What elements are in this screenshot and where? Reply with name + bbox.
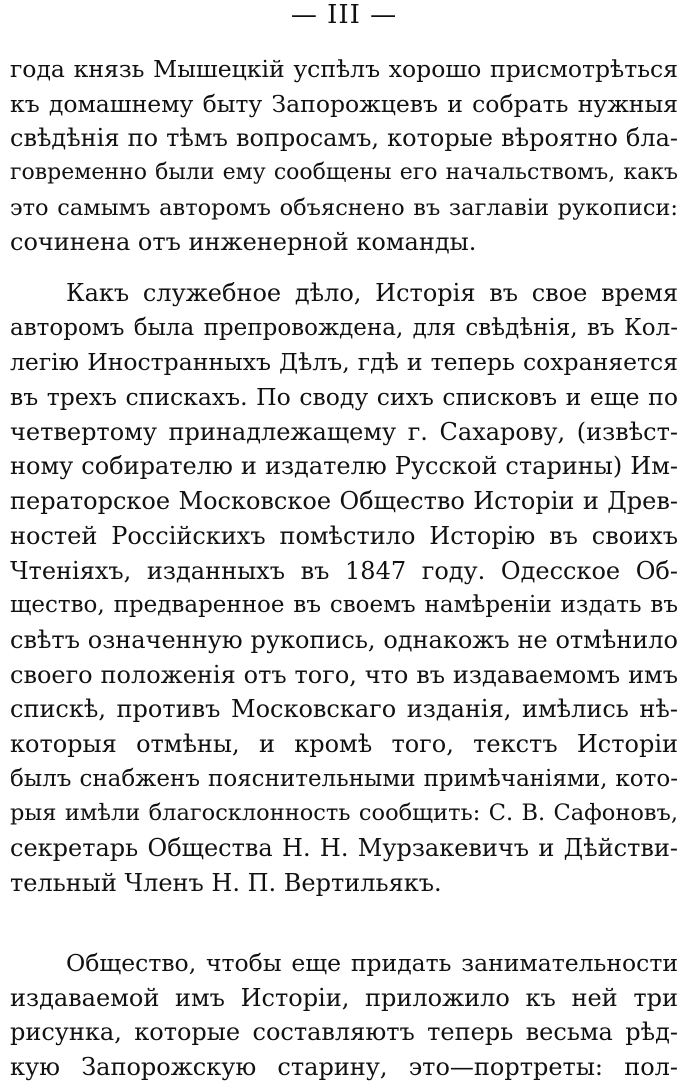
text-line: ператорское Московское Общество Исторіи и Древ-: [10, 487, 678, 516]
text-line: говременно были ему сообщены его начальствомъ, какъ: [10, 160, 678, 186]
text-line: свѣдѣнія по тѣмъ вопросамъ, которые вѣроятно бла-: [10, 124, 678, 153]
text-line: легію Иностранныхъ Дѣлъ, гдѣ и теперь сохраняется: [10, 348, 678, 377]
paragraph-2: [10, 276, 678, 900]
text-line: ному собирателю и издателю Русской старины) Им-: [10, 452, 678, 481]
text-line: Чтеніяхъ, изданныхъ въ 1847 году. Одесское Об-: [10, 556, 678, 585]
text-line: свѣтъ означенную рукопись, однакожъ не отмѣнило: [10, 625, 678, 654]
text-line: въ трехъ спискахъ. По своду сихъ списковъ и еще по: [10, 383, 678, 412]
text-line: издаваемой имъ Исторіи, приложило къ ней три: [10, 983, 678, 1012]
text-line: сочинена отъ инженерной команды.: [10, 228, 477, 257]
text-line: рыя имѣли благосклонность сообщить: С. В. Сафоновъ,: [10, 800, 678, 827]
page-number-header: — III —: [290, 0, 398, 30]
text-line: щество, предваренное въ своемъ намѣреніи издать въ: [10, 592, 678, 619]
text-line: Какъ служебное дѣло, Исторія въ свое время: [66, 279, 678, 307]
text-line: былъ снабженъ пояснительными примѣчаніями, кото-: [10, 765, 678, 792]
text-line: своего положенія отъ того, что въ издаваемомъ имъ: [10, 660, 678, 689]
text-line: авторомъ была препровождена, для свѣдѣнія, въ Кол-: [10, 314, 678, 341]
paragraph-3: [10, 946, 678, 1085]
text-line: спискѣ, противъ Московскаго изданія, имѣлись нѣ-: [10, 695, 678, 724]
text-line: рисунка, которые составляютъ теперь весьма рѣд-: [10, 1018, 678, 1047]
text-line: секретарь Общества Н. Н. Мурзакевичъ и Дѣйстви-: [10, 834, 678, 862]
text-line: ностей Россійскихъ помѣстило Исторію въ своихъ: [10, 521, 678, 550]
text-line: года князь Мышецкій успѣлъ хорошо присмотрѣться: [10, 55, 678, 83]
text-line: кую Запорожскую старину, это—портреты: пол-: [10, 1053, 678, 1082]
text-line: тельный Членъ Н. П. Вертильякъ.: [10, 868, 442, 897]
text-line: къ домашнему быту Запорожцевъ и собрать нужныя: [10, 89, 678, 118]
paragraph-1: [10, 52, 678, 260]
text-line: это самымъ авторомъ объяснено въ заглавіи рукописи:: [10, 194, 678, 221]
text-line: которыя отмѣны, и кромѣ того, текстъ Исторіи: [10, 729, 678, 758]
text-line: четвертому принадлежащему г. Сахарову, (извѣст-: [10, 417, 678, 446]
text-line: Общество, чтобы еще придать занимательности: [66, 949, 678, 977]
